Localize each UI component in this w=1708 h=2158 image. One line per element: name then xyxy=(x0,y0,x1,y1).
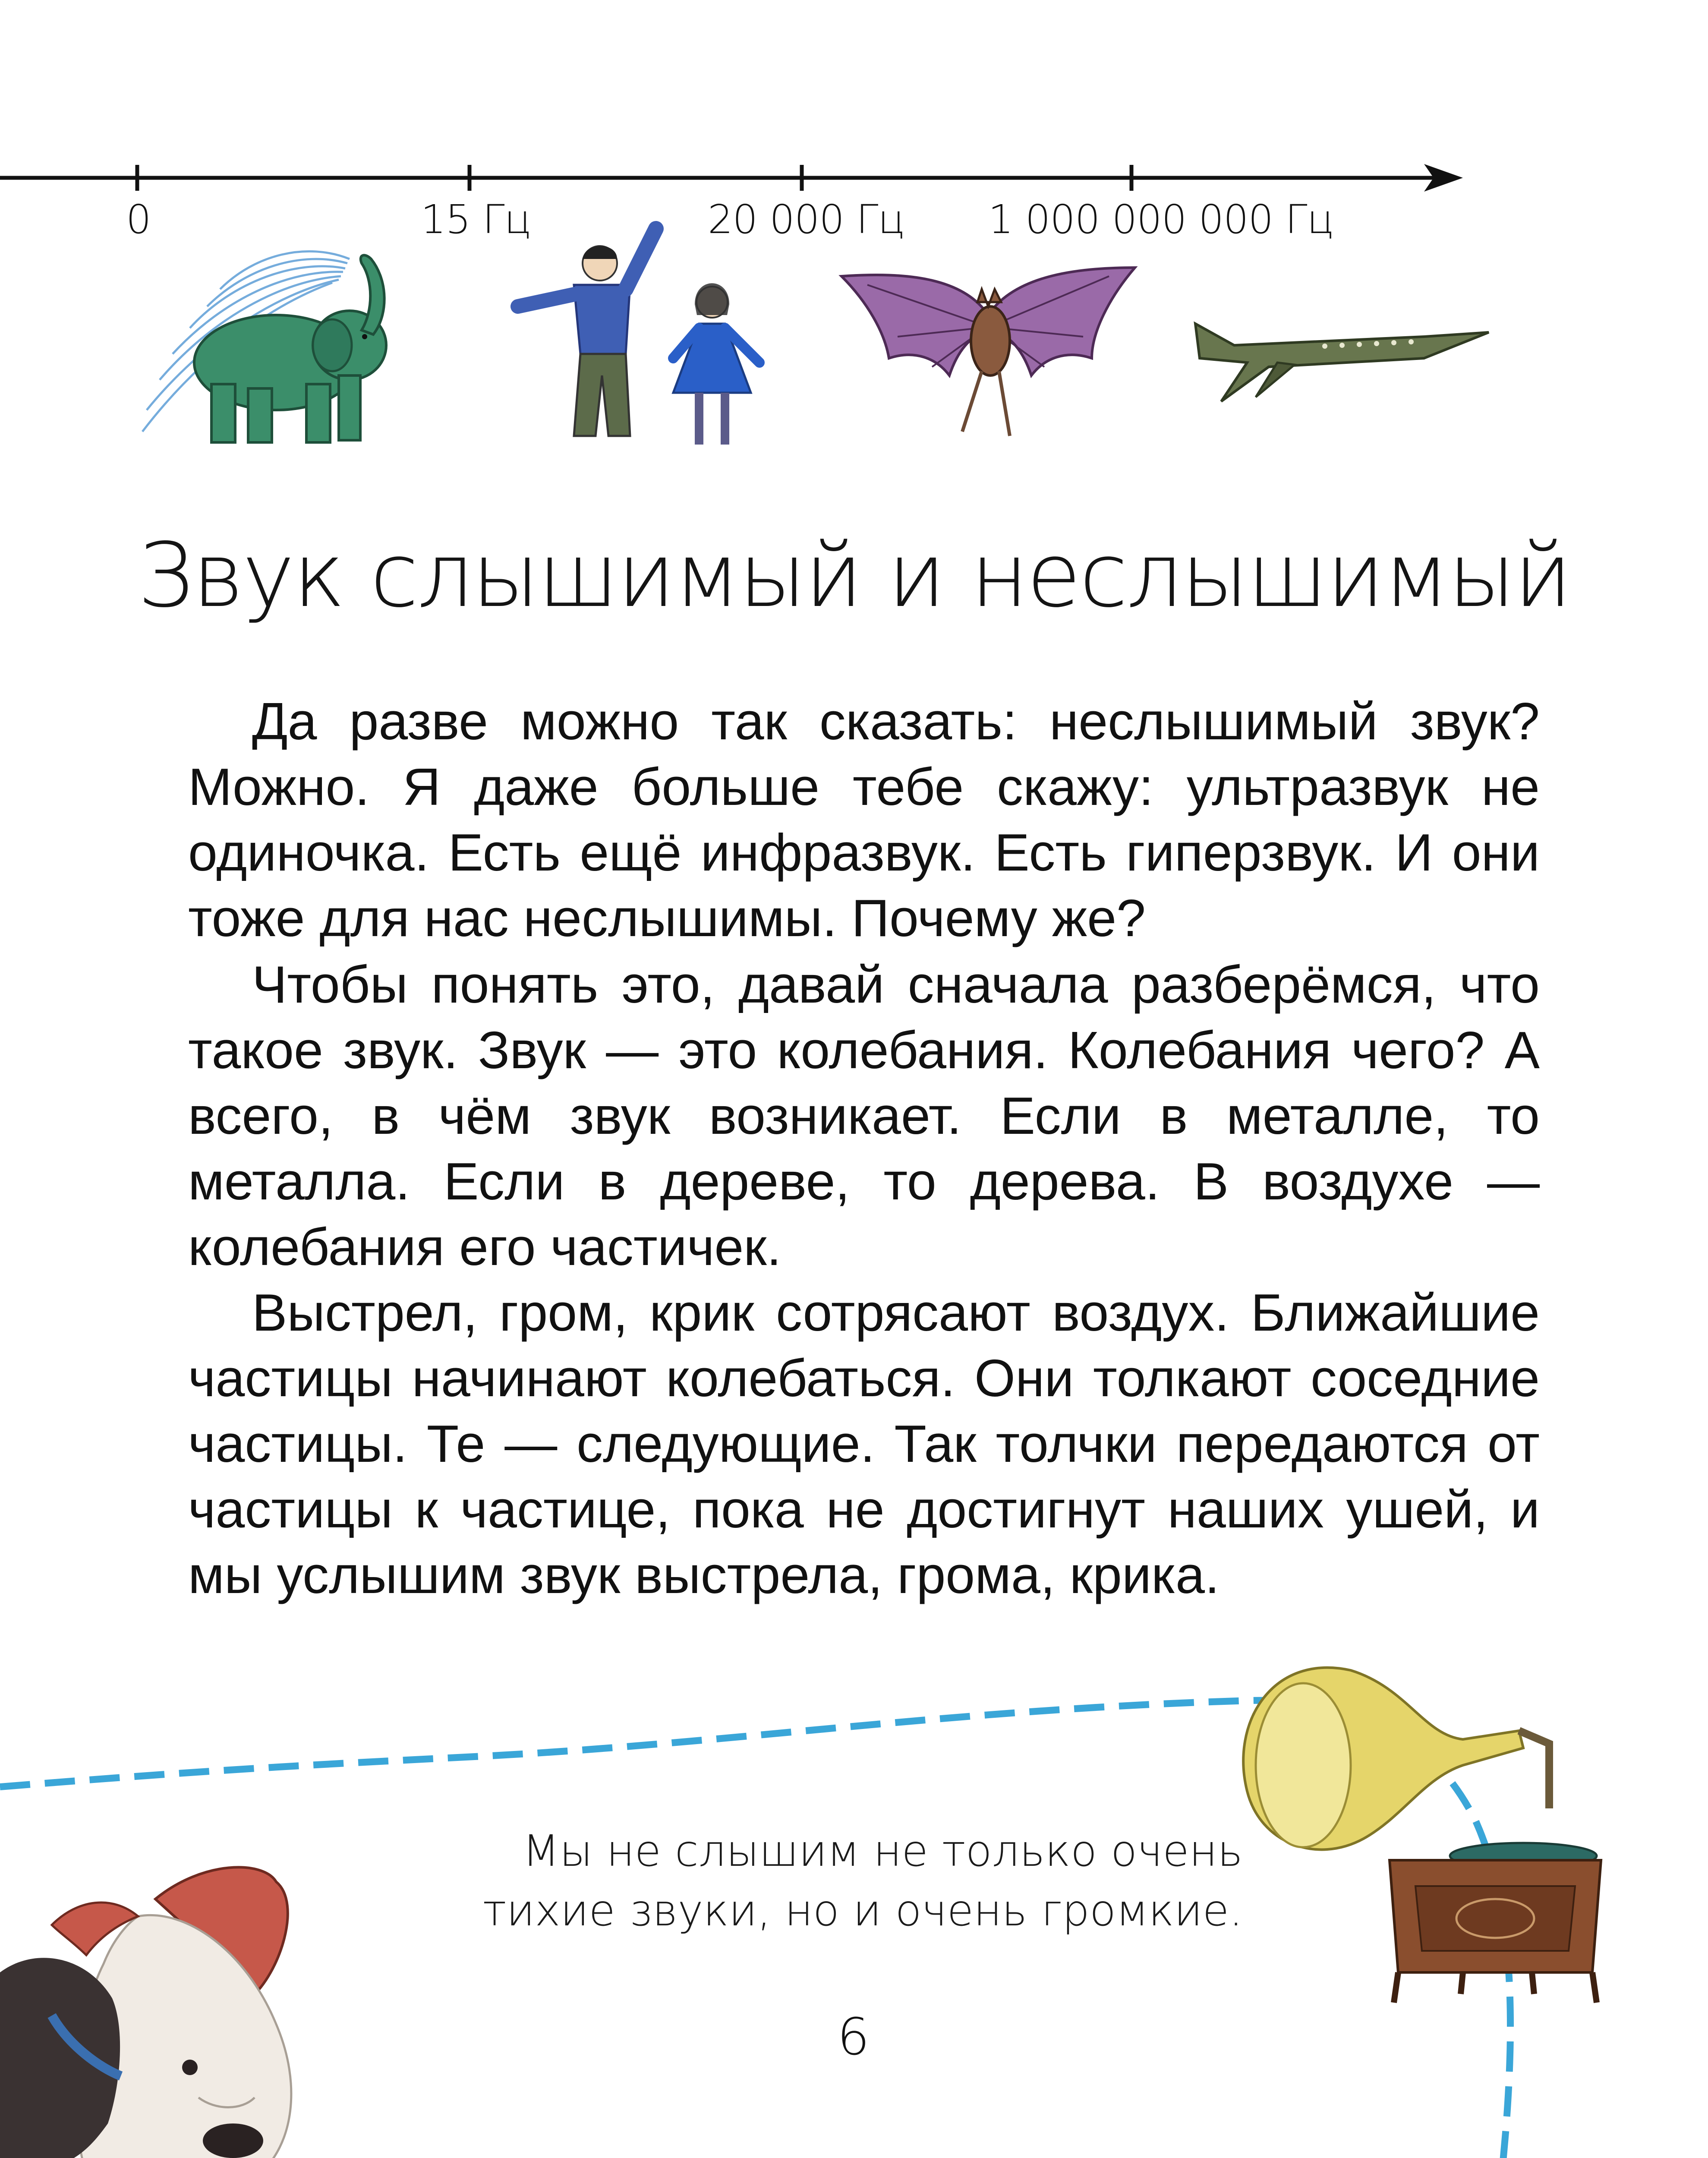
page-number: 6 xyxy=(837,2007,870,2067)
caption-line-2: тихие звуки, но и очень громкие. xyxy=(482,1885,1243,1936)
gramophone-illustration xyxy=(1221,1636,1610,2050)
paragraph-3: Выстрел, гром, крик сотрясают воздух. Ближайшие частицы начинают колебаться. Они толкают соседние частицы. Те — следующие. Так толчки передаются от частицы к частице, пока не достигнут наших ушей, и мы услышим звук выстрела, грома, крика. xyxy=(188,1283,1540,1604)
bat-illustration xyxy=(833,259,1144,449)
frequency-scale-axis xyxy=(0,155,1510,199)
elephant-illustration xyxy=(125,229,401,453)
page-title: Звук слышимый и неслышимый xyxy=(137,524,1571,627)
dog-illustration xyxy=(0,1843,388,2158)
paragraph-2: Чтобы понять это, давай сначала разберёмся, что такое звук. Звук — это колебания. Колебания чего? А всего, в чём звук возникает. Если в металле, то металла. Если в дереве, то дерева. В воздухе — колебания его частичек. xyxy=(188,955,1540,1276)
caption-line-1: Мы не слышим не только очень xyxy=(522,1826,1243,1876)
caption xyxy=(380,1821,1243,1940)
tick-label-0: 0 xyxy=(126,196,151,243)
paragraph-1: Да разве можно так сказать: неслышимый звук? Можно. Я даже больше тебе скажу: ультразвук не одиночка. Есть ещё инфразвук. Есть гиперзвук. И они тоже для нас неслышимы. Почему же? xyxy=(188,692,1540,947)
people-illustration xyxy=(509,211,785,466)
tick-label-20000hz: 20 000 Гц xyxy=(708,196,905,243)
plane-illustration xyxy=(1182,298,1493,410)
tick-label-1000000000hz: 1 000 000 000 Гц xyxy=(988,196,1334,243)
tick-label-15hz: 15 Гц xyxy=(421,196,531,243)
